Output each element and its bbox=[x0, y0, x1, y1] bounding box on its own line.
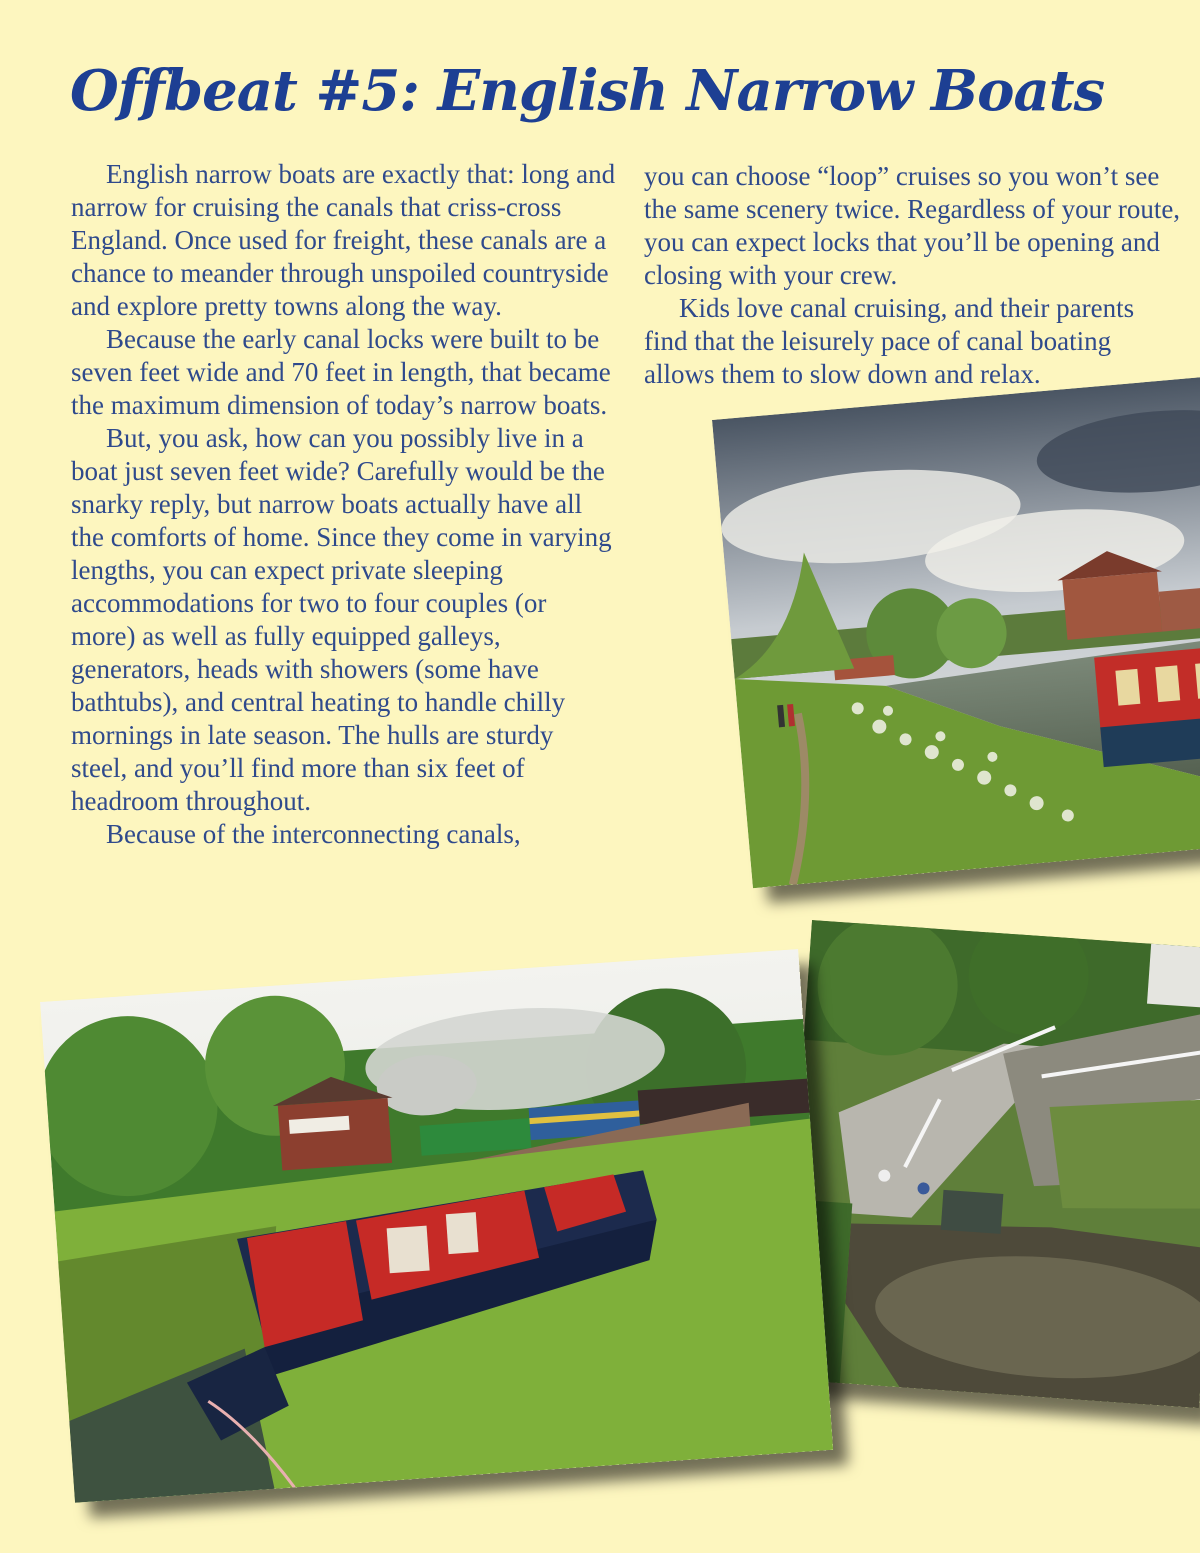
left-column bbox=[71, 158, 616, 851]
paragraph: But, you ask, how can you possibly live in a boat just seven feet wide? Carefully would be the snarky reply, but narrow boats actually have all the comforts of home. Since they come in varying lengths, you can expect private sleeping accommodations for two to four couples (or more) as well as fully equipped galleys, generators, heads with showers (some have bathtubs), and central heating to handle chilly mornings in late season. The hulls are sturdy steel, and you’ll find more than six feet of headroom throughout. bbox=[71, 423, 612, 816]
canal-towpath-photo bbox=[712, 375, 1200, 889]
paragraph: Because the early canal locks were built to be seven feet wide and 70 feet in length, that became the maximum dimension of today’s narrow boats. bbox=[71, 324, 611, 420]
right-column bbox=[644, 160, 1184, 391]
narrow-boat-train-photo bbox=[40, 949, 833, 1503]
canal-locks-photo bbox=[780, 920, 1200, 1408]
paragraph: you can choose “loop” cruises so you won’t see the same scenery twice. Regardless of your route, you can expect locks that you’ll be opening and closing with your crew. bbox=[644, 161, 1181, 290]
paragraph: Kids love canal cruising, and their parents find that the leisurely pace of canal boating allows them to slow down and relax. bbox=[644, 293, 1135, 389]
page-title: Offbeat #5: English Narrow Boats bbox=[70, 58, 1105, 124]
paragraph: Because of the interconnecting canals, bbox=[106, 819, 521, 849]
paragraph: English narrow boats are exactly that: long and narrow for cruising the canals that criss-cross England. Once used for freight, these canals are a chance to meander through unspoiled countryside and explore pretty towns along the way. bbox=[71, 159, 616, 321]
